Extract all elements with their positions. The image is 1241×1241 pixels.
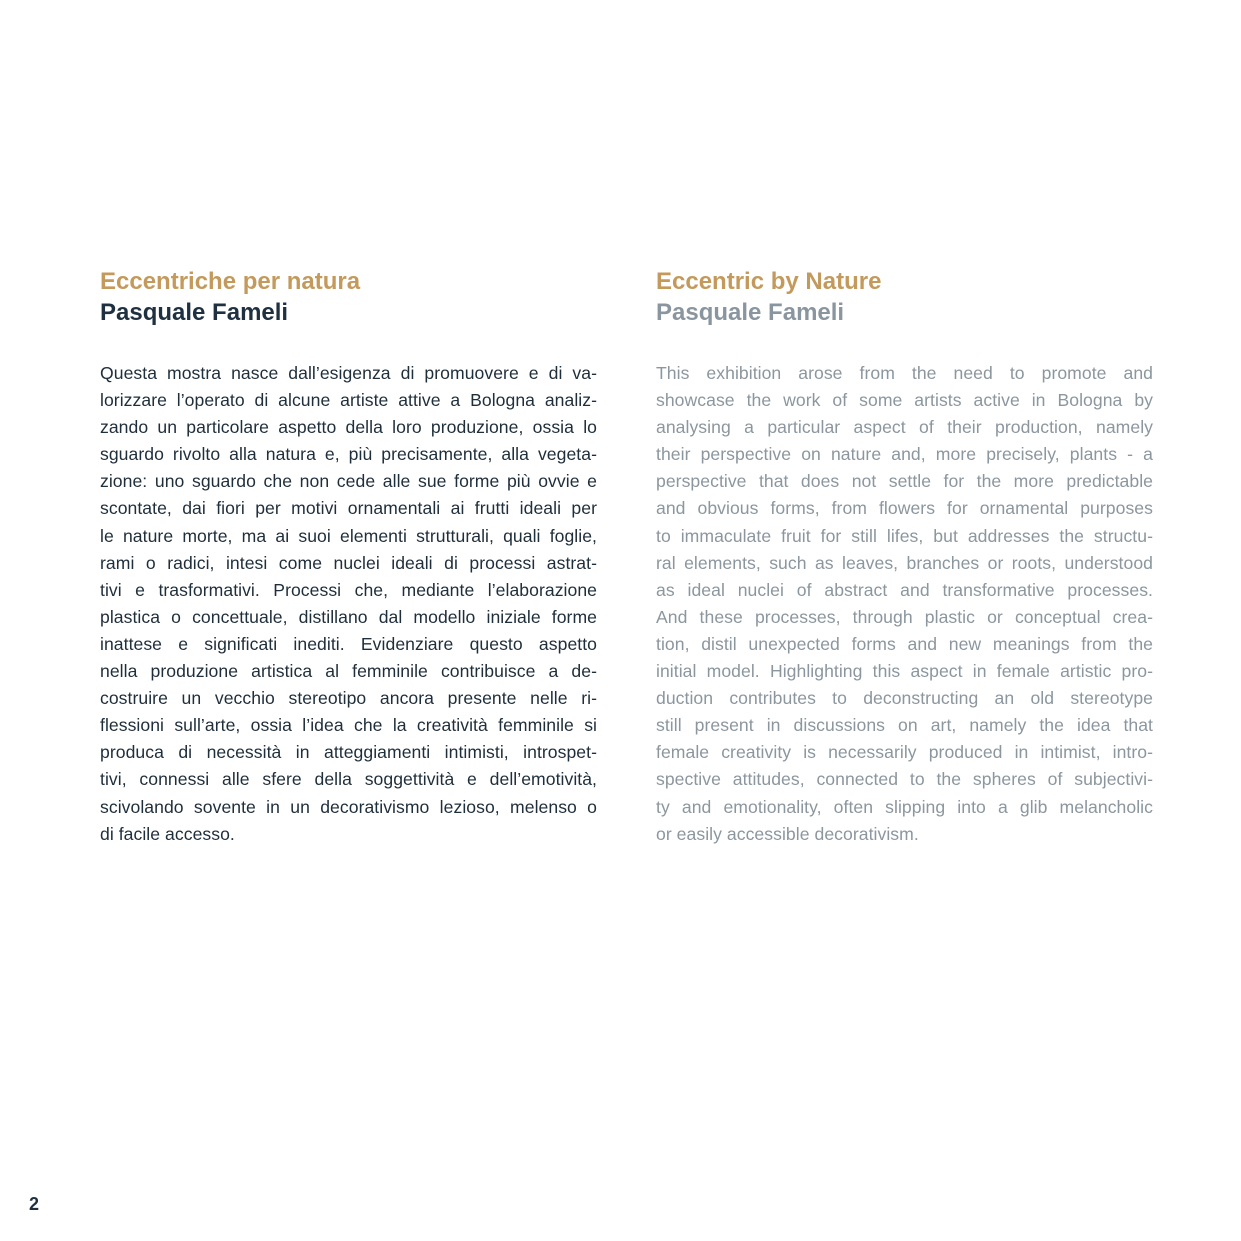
english-body-line: and obvious forms, from flowers for ornamental purposes <box>656 498 1153 519</box>
italian-body-line: tivi e trasformativi. Processi che, mediante l’elaborazione <box>100 579 597 600</box>
english-body-line: perspective that does not settle for the more predictable <box>656 471 1153 492</box>
italian-column <box>100 266 597 848</box>
italian-author: Pasquale Fameli <box>100 299 289 326</box>
english-title: Eccentric by Nature <box>656 268 882 295</box>
english-body-line: female creativity is necessarily produced in intimist, intro- <box>656 742 1153 763</box>
english-body-line: to immaculate fruit for still lifes, but addresses the structu- <box>656 525 1153 546</box>
english-author: Pasquale Fameli <box>656 299 845 326</box>
english-body-line: ty and emotionality, often slipping into a glib melancholic <box>656 796 1153 817</box>
english-body-line: their perspective on nature and, more precisely, plants - a <box>656 444 1153 465</box>
english-body-line: ral elements, such as leaves, branches or roots, understood <box>656 552 1153 573</box>
english-body-line: showcase the work of some artists active in Bologna by <box>656 390 1153 411</box>
italian-body-line: lorizzare l’operato di alcune artiste attive a Bologna analiz- <box>100 390 597 411</box>
page-number: 2 <box>29 1194 40 1214</box>
english-body-line: initial model. Highlighting this aspect in female artistic pro- <box>656 661 1153 682</box>
italian-body-line: nella produzione artistica al femminile contribuisce a de- <box>100 661 597 682</box>
italian-body-line: le nature morte, ma ai suoi elementi strutturali, quali foglie, <box>100 525 597 546</box>
italian-body-line: plastica o concettuale, distillano dal modello iniziale forme <box>100 606 597 627</box>
italian-body-line: produca di necessità in atteggiamenti intimisti, introspet- <box>100 742 597 763</box>
italian-body-line: Questa mostra nasce dall’esigenza di promuovere e di va- <box>100 363 597 383</box>
english-body-line: And these processes, through plastic or conceptual crea- <box>656 606 1153 627</box>
english-body-line: as ideal nuclei of abstract and transformative processes. <box>656 579 1153 600</box>
english-body-line: still present in discussions on art, namely the idea that <box>656 715 1153 736</box>
italian-body-line: sguardo rivolto alla natura e, più precisamente, alla vegeta- <box>100 444 597 465</box>
italian-body-line: scontate, dai fiori per motivi ornamentali ai frutti ideali per <box>100 498 597 519</box>
english-body-line: tion, distil unexpected forms and new meanings from the <box>656 633 1153 654</box>
italian-body-line: tivi, connessi alle sfere della soggettività e dell’emotività, <box>100 769 597 790</box>
english-body-line: or easily accessible decorativism. <box>656 823 919 844</box>
italian-body-line: flessioni sull’arte, ossia l’idea che la creatività femminile si <box>100 715 597 736</box>
english-body-line: This exhibition arose from the need to promote and <box>656 363 1153 383</box>
english-body-line: duction contributes to deconstructing an old stereotype <box>656 688 1153 709</box>
english-column <box>656 266 1153 848</box>
italian-body-line: costruire un vecchio stereotipo ancora presente nelle ri- <box>100 688 597 709</box>
italian-body-line: di facile accesso. <box>100 823 235 844</box>
italian-body-line: zando un particolare aspetto della loro produzione, ossia lo <box>100 417 597 438</box>
italian-body <box>100 360 597 848</box>
italian-body-line: zione: uno sguardo che non cede alle sue forme più ovvie e <box>100 471 597 492</box>
italian-body-line: scivolando sovente in un decorativismo lezioso, melenso o <box>100 796 597 817</box>
italian-title: Eccentriche per natura <box>100 268 361 295</box>
english-body <box>656 360 1153 848</box>
italian-body-line: rami o radici, intesi come nuclei ideali di processi astrat- <box>100 552 597 573</box>
english-body-line: spective attitudes, connected to the spheres of subjectivi- <box>656 769 1153 790</box>
italian-body-line: inattese e significati inediti. Evidenziare questo aspetto <box>100 633 597 654</box>
english-body-line: analysing a particular aspect of their production, namely <box>656 417 1153 438</box>
